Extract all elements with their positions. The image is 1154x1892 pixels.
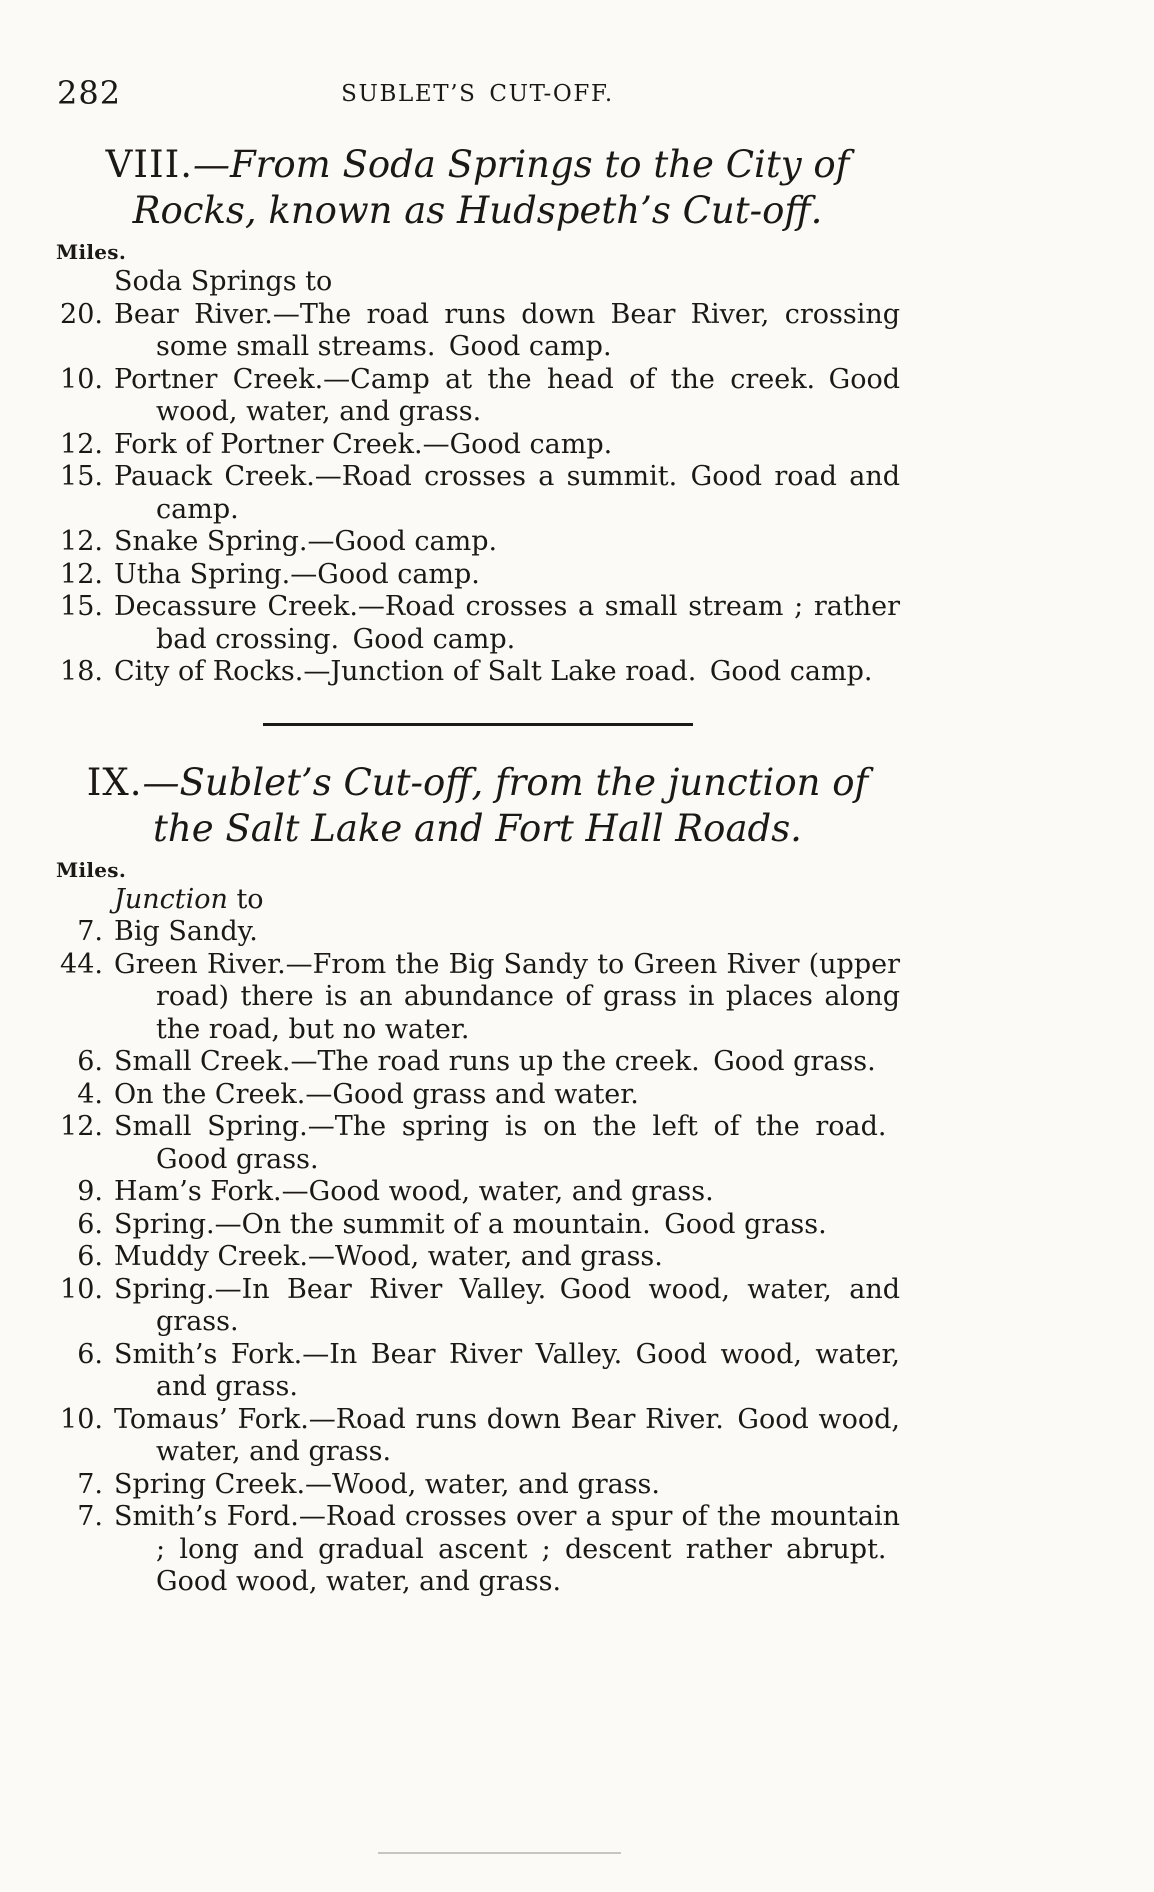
- intro-text: [114, 884, 900, 917]
- entry-text: Spring Creek.—Wood, water, and grass.: [114, 1468, 660, 1500]
- entry-text: Small Creek.—The road runs up the creek. Good grass.: [114, 1046, 876, 1077]
- entry-miles: 12.: [60, 428, 103, 460]
- page-number: 282: [57, 74, 122, 112]
- entry-text: Bear River.—The road runs down Bear River, crossing some small streams. Good camp.: [114, 298, 900, 362]
- route-entry: [55, 949, 900, 1047]
- entry-text: Spring.—In Bear River Valley. Good wood, water, and grass.: [114, 1273, 900, 1337]
- route-entry: [55, 1241, 900, 1274]
- section-numeral: IX.: [86, 760, 143, 804]
- route-entry: [55, 1176, 900, 1209]
- miles-label: Miles.: [56, 240, 127, 264]
- entry-text: Tomaus’ Fork.—Road runs down Bear River. Good wood, water, and grass.: [114, 1403, 900, 1467]
- intro-italic: Junction: [114, 883, 228, 915]
- entry-text: Decassure Creek.—Road crosses a small stream ; rather bad crossing. Good camp.: [114, 591, 900, 655]
- route-entry: [55, 526, 900, 559]
- route-entry: [55, 461, 900, 526]
- entry-miles: 10.: [60, 1403, 103, 1435]
- route-entry: [55, 429, 900, 462]
- route-entry: [55, 1339, 900, 1404]
- intro-text: [114, 266, 900, 299]
- section-title: —Sublet’s Cut-off, from the junction of the Salt Lake and Fort Hall Roads.: [142, 760, 869, 850]
- page-header: [55, 72, 900, 116]
- entry-text: City of Rocks.—Junction of Salt Lake road. Good camp.: [114, 656, 873, 687]
- entry-text: On the Creek.—Good grass and water.: [114, 1078, 639, 1110]
- route-entry: [55, 364, 900, 429]
- entry-text: Muddy Creek.—Wood, water, and grass.: [114, 1241, 663, 1272]
- entry-miles: 12.: [60, 526, 103, 557]
- entry-text: Smith’s Fork.—In Bear River Valley. Good wood, water, and grass.: [114, 1338, 900, 1402]
- route-entry: [55, 1404, 900, 1469]
- route-entry: [55, 559, 900, 592]
- section-viii-heading: [55, 142, 900, 234]
- running-head: SUBLET’S CUT-OFF.: [341, 81, 614, 107]
- section-title: —From Soda Springs to the City of Rocks, known as Hudspeth’s Cut-off.: [132, 143, 850, 232]
- entry-miles: 12.: [60, 1111, 103, 1142]
- entry-miles: 15.: [60, 461, 103, 492]
- entry-text: Spring.—On the summit of a mountain. Good grass.: [114, 1208, 827, 1240]
- entry-miles: 18.: [60, 656, 103, 687]
- intro-rest: Soda Springs to: [114, 266, 333, 297]
- entry-text: Fork of Portner Creek.—Good camp.: [114, 428, 613, 460]
- entry-text: Big Sandy.: [114, 916, 258, 947]
- route-entry: [55, 299, 900, 364]
- route-entry: [55, 916, 900, 949]
- entry-miles: 6.: [77, 1046, 103, 1077]
- entry-miles: 7.: [77, 1501, 103, 1532]
- entry-text: Smith’s Ford.—Road crosses over a spur of the mountain ; long and gradual ascent ; descent rather abrupt. Good wood, water, and grass.: [114, 1501, 900, 1597]
- route-entry: [55, 1274, 900, 1339]
- entry-miles: 20.: [60, 298, 103, 330]
- route-entry: [55, 1111, 900, 1176]
- entry-miles: 10.: [60, 363, 103, 395]
- entry-miles: 7.: [77, 916, 103, 947]
- route-entry: [55, 1079, 900, 1112]
- section-numeral: VIII.: [105, 143, 193, 186]
- route-intro: [55, 266, 900, 299]
- entry-miles: 9.: [77, 1176, 103, 1207]
- section-divider: [263, 723, 693, 726]
- entry-miles: 12.: [60, 558, 103, 590]
- section-viii-entries: [55, 266, 900, 689]
- entry-miles: 6.: [77, 1241, 103, 1272]
- route-entry: [55, 1046, 900, 1079]
- entry-miles: [55, 266, 103, 299]
- entry-miles: 6.: [77, 1208, 103, 1240]
- section-ix-heading: [55, 760, 900, 852]
- entry-miles: 4.: [77, 1078, 103, 1110]
- miles-label: Miles.: [56, 857, 127, 882]
- entry-miles: 10.: [60, 1273, 103, 1305]
- route-intro: [55, 884, 900, 917]
- route-entry: [55, 1209, 900, 1242]
- entry-text: Snake Spring.—Good camp.: [114, 526, 498, 557]
- entry-text: Ham’s Fork.—Good wood, water, and grass.: [114, 1176, 714, 1207]
- entry-text: Small Spring.—The spring is on the left of the road. Good grass.: [114, 1111, 900, 1175]
- entry-text: Green River.—From the Big Sandy to Green River (upper road) there is an abundance of grass in places along the road, but no water.: [114, 948, 900, 1045]
- entry-text: Portner Creek.—Camp at the head of the creek. Good wood, water, and grass.: [114, 363, 900, 427]
- entry-miles: 44.: [60, 948, 103, 980]
- entry-text: Pauack Creek.—Road crosses a summit. Good road and camp.: [114, 461, 900, 525]
- intro-rest: to: [227, 883, 264, 915]
- route-entry: [55, 1501, 900, 1599]
- entry-miles: [55, 884, 103, 917]
- section-ix-entries: [55, 884, 900, 1599]
- entry-miles: 15.: [60, 591, 103, 622]
- route-entry: [55, 591, 900, 656]
- scan-artifact-rule: [378, 1852, 621, 1854]
- route-entry: [55, 1469, 900, 1502]
- route-entry: [55, 656, 900, 689]
- entry-text: Utha Spring.—Good camp.: [114, 558, 480, 590]
- entry-miles: 7.: [77, 1468, 103, 1500]
- entry-miles: 6.: [77, 1338, 103, 1370]
